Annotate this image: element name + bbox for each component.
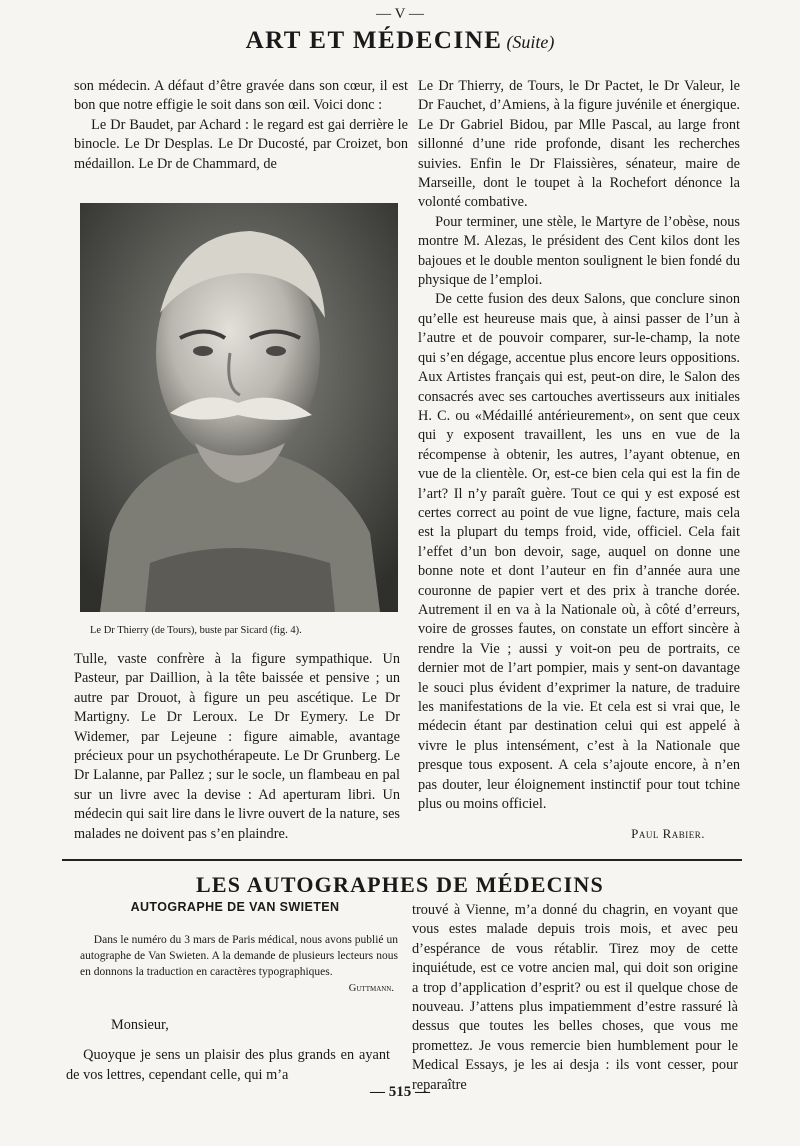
paragraph: Le Dr Baudet, par Achard : le regard est gai derrière le binocle. Le Dr Desplas. Le Dr Ducosté, par Croizet, bon médaillon. Le Dr de Chammard, de: [74, 116, 408, 172]
bust-sculpture-image: [80, 203, 398, 612]
paragraph: Tulle, vaste confrère à la figure sympathique. Un Pasteur, par Daillion, à la tête baissée et pensive ; un autre par Drouot, à figure un peu ascétique. Le Dr Martigny. Le Dr Leroux. Le Dr Eymery. Le Dr Widemer, par Lejeune : figure aimable, avantage précieux pour un psychothérapeute. Le Dr Grunberg. Le Dr Lalanne, par Pallez ; sur le socle, un flambeau en pal sur un livre avec la devise : Ad aperturam libri. Un médecin qui sait lire dans le livre ouvert de la nature, ses malades ne doivent pas s’en plaindre.: [74, 651, 400, 842]
paragraph: De cette fusion des deux Salons, que conclure sinon qu’elle est heureuse mais que, à ainsi passer de l’un à l’autre et de pouvoir comparer, sur-le-champ, la note qui s’en dégage, accentue plus encore leurs oppositions. Aux Artistes français qui est, peut-on dire, le Salon des consacrés avec ses cartouches avertisseurs aux initiales H. C. ou «Médaillé antérieurement», on sent que ceux qui y exposent travaillent, les uns en vue de la récompense à obtenir, les autres, l’ayant obtenue, en vue de la clientèle. Or, est-ce bien cela qui est la fin de l’art? Il n’y paraît guère. Tout ce qui y est exposé est certes correct au point de vue ligne, facture, mais cela est la plupart du temps froid, vide, officiel. Cela fait l’effet d’un bon devoir, sage, auquel on donne une bonne note et dont l’auteur en fin d’année aura une couronne de papier vert et des prix à tranche dorée. Autrement il en va à la Nationale où, à côté d’erreurs, voire de grosses fautes, on constate un effort sincère à rendre la Vie ; aussi y voit-on peu de portraits, ce dernier mot de l’art pompier, mais y sent-on davantage le souci plus évident d’exprimer la nature, de traduire les manifestations de la vie. Et cela est si vrai que, le médecin étant par destination celui qui est appelé à vivre le plus intensément, c’est à la Nationale que presque tous exposent. A cela s’ajoute encore, à n’en pas douter, leur éloignement instinctif pour tout tchine plus ou moins officiel.: [418, 291, 740, 813]
letter-left: [66, 1016, 390, 1085]
paragraph: Pour terminer, une stèle, le Martyre de l’obèse, nous montre M. Alezas, le président des Cent kilos dont les bajoues et le double menton soulignent le bien fondé du physique de l’emploi.: [418, 213, 740, 289]
bust-photograph: [80, 203, 398, 612]
column-1-top: [74, 77, 408, 174]
letter-paragraph: trouvé à Vienne, m’a donné du chagrin, en voyant que vous estes malade depuis trois mois, et avec peu d’espérance de vous rétablir. Tirez moy de cette inquiétude, est ce votre ancien mal, qui doit son origine a trop d’application d’esprit? ou est il quelque chose de nouveau. J’attens plus impatiemment d’estre rassuré là dessus que toutes les belles choses, que vous me promettez. Je vous remercie bien humblement pour le Medical Essays, je les ai desja : ils vont cesser, pour reparaître: [412, 902, 738, 1093]
editor-note: [80, 932, 398, 997]
photo-caption: Le Dr Thierry (de Tours), buste par Sicard (fig. 4).: [90, 625, 302, 636]
letter-paragraph: Quoyque je sens un plaisir des plus grands en ayant de vos lettres, cependant celle, qui m’a: [66, 1046, 390, 1083]
section-divider: [62, 859, 742, 861]
section-suite: (Suite): [506, 32, 555, 52]
author-signature: Paul Rabier.: [631, 826, 705, 842]
section-header: [0, 28, 800, 53]
page-number: — 515 —: [370, 1084, 430, 1100]
note-signature: Guttmann.: [348, 983, 394, 994]
letter-right: [412, 901, 738, 1095]
page-roman-numeral: — V —: [376, 6, 424, 22]
letter-salutation: Monsieur,: [111, 1017, 169, 1033]
section-title: ART ET MÉDECINE: [245, 27, 503, 54]
column-1-bottom: [74, 650, 400, 844]
paragraph: Le Dr Thierry, de Tours, le Dr Pactet, le Dr Valeur, le Dr Fauchet, d’Amiens, à la figure juvénile et énergique. Le Dr Gabriel Bidou, par Mlle Pascal, au large front sillonné d’une ride profonde, disant les recherches suivies. Enfin le Dr Flaissières, sénateur, maire de Marseille, dont le toupet à la Rochefort dénonce la volonté combative.: [418, 78, 740, 211]
section2-subtitle: AUTOGRAPHE DE VAN SWIETEN: [130, 900, 340, 914]
paragraph: son médecin. A défaut d’être gravée dans son cœur, il est bon que notre effigie le soit dans son œil. Voici donc :: [74, 78, 408, 114]
column-2: [418, 77, 740, 844]
section2-title: LES AUTOGRAPHES DE MÉDECINS: [196, 872, 604, 897]
note-text: Dans le numéro du 3 mars de Paris médical, nous avons publié un autographe de Van Swieten. A la demande de plusieurs lecteurs nous en donnons la traduction en caractères typographiques.: [80, 934, 398, 978]
